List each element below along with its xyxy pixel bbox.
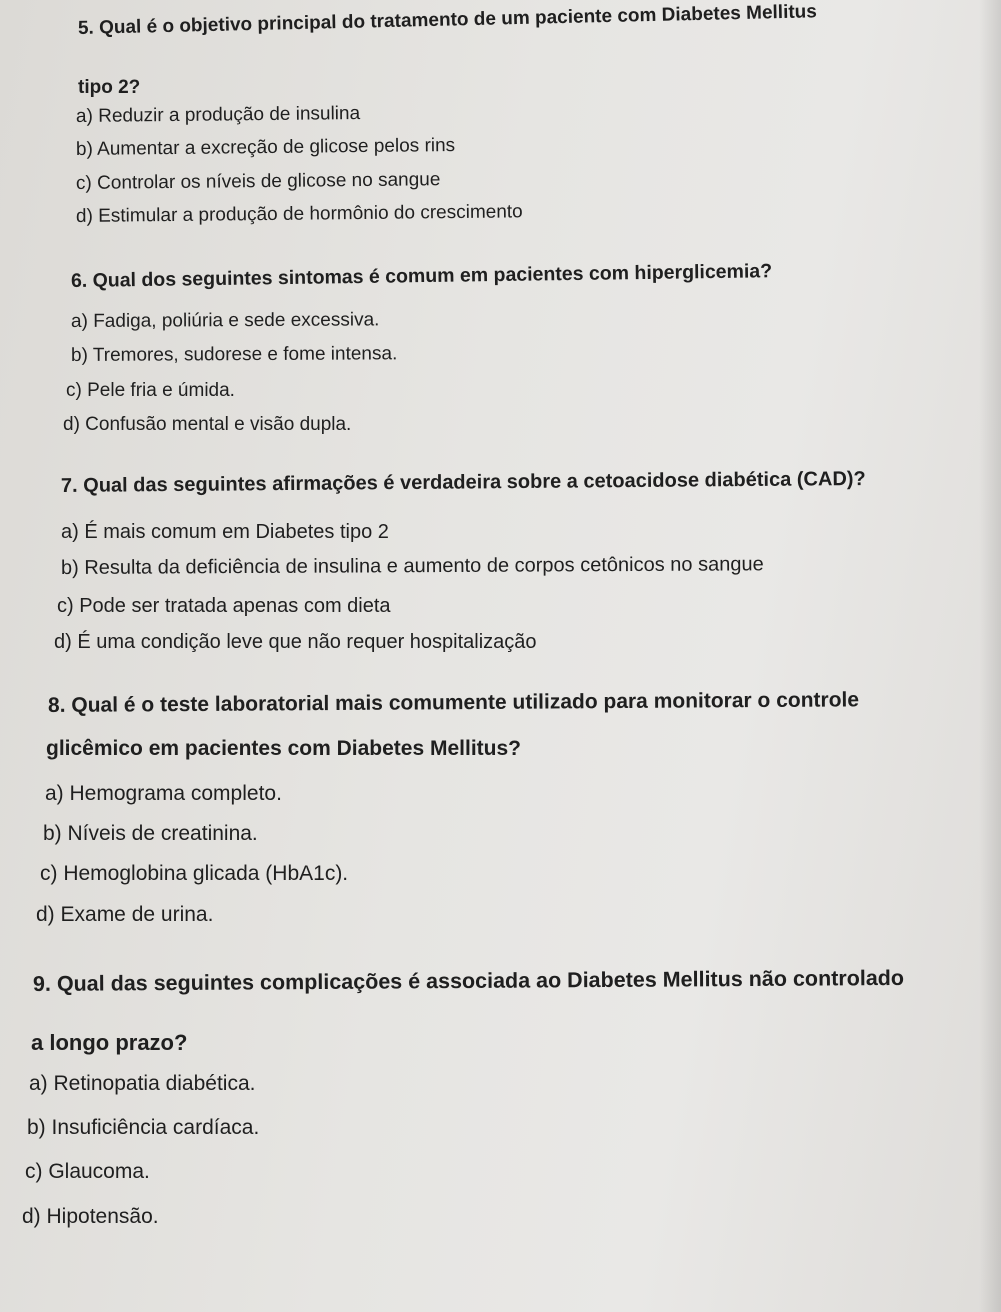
question-5-option-a: a) Reduzir a produção de insulina xyxy=(75,103,361,127)
question-9-option-a: a) Retinopatia diabética. xyxy=(29,1072,256,1095)
question-8-text-line2: glicêmico em pacientes com Diabetes Mellitus? xyxy=(46,737,521,760)
question-6-option-c: c) Pele fria e úmida. xyxy=(66,380,235,401)
question-7-text: 7. Qual das seguintes afirmações é verdadeira sobre a cetoacidose diabética (CAD)? xyxy=(60,467,866,497)
page-edge-shadow xyxy=(979,0,1001,1312)
question-5-option-c: c) Controlar os níveis de glicose no sangue xyxy=(75,169,441,194)
question-6-text: 6. Qual dos seguintes sintomas é comum em pacientes com hiperglicemia? xyxy=(70,260,773,292)
question-8-option-c: c) Hemoglobina glicada (HbA1c). xyxy=(40,862,349,885)
question-5-option-d: d) Estimular a produção de hormônio do crescimento xyxy=(75,201,523,227)
question-9-text-line2: a longo prazo? xyxy=(31,1030,188,1055)
question-6-option-a: a) Fadiga, poliúria e sede excessiva. xyxy=(70,309,380,332)
question-5-text-line1: 5. Qual é o objetivo principal do tratamento de um paciente com Diabetes Mellitus xyxy=(77,1,818,39)
question-5-option-b: b) Aumentar a excreção de glicose pelos rins xyxy=(75,135,456,160)
question-8-text-line1: 8. Qual é o teste laboratorial mais comumente utilizado para monitorar o controle xyxy=(47,688,860,717)
question-9-option-b: b) Insuficiência cardíaca. xyxy=(27,1116,260,1139)
question-8-option-b: b) Níveis de creatinina. xyxy=(43,822,258,845)
question-7-option-c: c) Pode ser tratada apenas com dieta xyxy=(57,595,391,617)
question-8-option-a: a) Hemograma completo. xyxy=(45,782,282,805)
question-6-option-b: b) Tremores, sudorese e fome intensa. xyxy=(70,343,398,366)
question-9-option-c: c) Glaucoma. xyxy=(25,1160,150,1183)
question-7-option-b: b) Resulta da deficiência de insulina e aumento de corpos cetônicos no sangue xyxy=(60,553,764,579)
question-8-option-d: d) Exame de urina. xyxy=(36,903,214,926)
question-5-text-line2: tipo 2? xyxy=(78,77,141,98)
question-6-option-d: d) Confusão mental e visão dupla. xyxy=(63,414,352,435)
question-7-option-a: a) É mais comum em Diabetes tipo 2 xyxy=(61,521,389,543)
question-9-text-line1: 9. Qual das seguintes complicações é associada ao Diabetes Mellitus não controlado xyxy=(32,965,905,996)
question-7-option-d: d) É uma condição leve que não requer hospitalização xyxy=(54,631,537,653)
question-9-option-d: d) Hipotensão. xyxy=(22,1205,159,1228)
